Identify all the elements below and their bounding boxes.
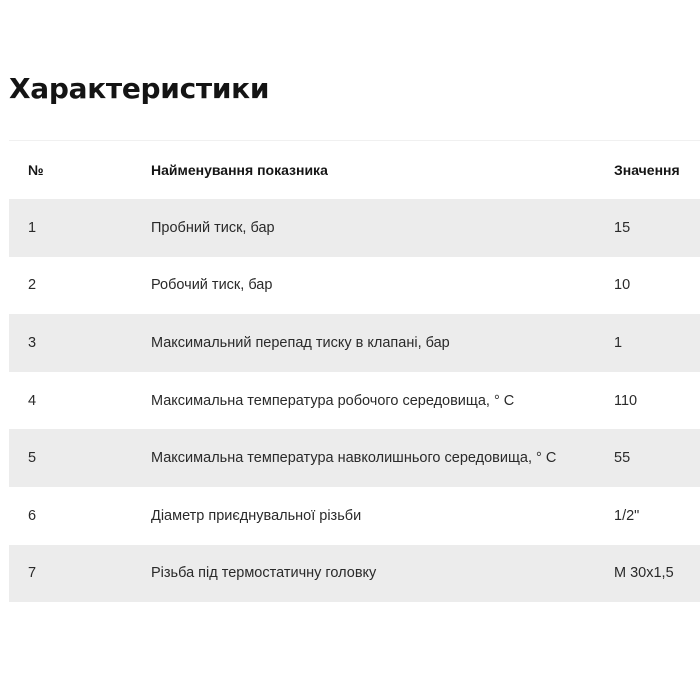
row-value: 10 [614, 277, 631, 294]
row-num: 3 [28, 334, 37, 351]
row-num: 2 [28, 277, 37, 294]
page-title: Характеристики [9, 72, 270, 105]
row-value: 55 [614, 450, 631, 467]
row-name: Максимальна температура навколишнього середовища, ° С [151, 450, 557, 467]
header-num: № [28, 162, 44, 178]
row-num: 1 [28, 219, 37, 236]
table-row [9, 314, 700, 372]
row-name: Максимальна температура робочого середовища, ° С [151, 392, 515, 409]
row-value: 110 [614, 392, 638, 409]
table-row [9, 199, 700, 257]
row-name: Робочий тиск, бар [151, 277, 273, 294]
row-num: 4 [28, 392, 37, 409]
table-row [9, 429, 700, 487]
specs-table [9, 140, 700, 602]
table-row [9, 372, 700, 430]
header-value: Значення [614, 162, 680, 178]
table-row [9, 545, 700, 603]
row-name: Максимальний перепад тиску в клапані, бар [151, 334, 450, 351]
row-value: 1 [614, 334, 623, 351]
row-name: Різьба під термостатичну головку [151, 565, 377, 582]
row-num: 5 [28, 450, 37, 467]
row-value: 1/2" [614, 507, 640, 524]
table-row [9, 257, 700, 315]
row-num: 6 [28, 507, 37, 524]
row-value: М 30x1,5 [614, 565, 674, 582]
header-name: Найменування показника [151, 162, 328, 178]
row-name: Пробний тиск, бар [151, 219, 275, 236]
row-value: 15 [614, 219, 631, 236]
table-header-row [9, 140, 700, 199]
row-num: 7 [28, 565, 37, 582]
row-name: Діаметр приєднувальної різьби [151, 507, 362, 524]
table-row [9, 487, 700, 545]
